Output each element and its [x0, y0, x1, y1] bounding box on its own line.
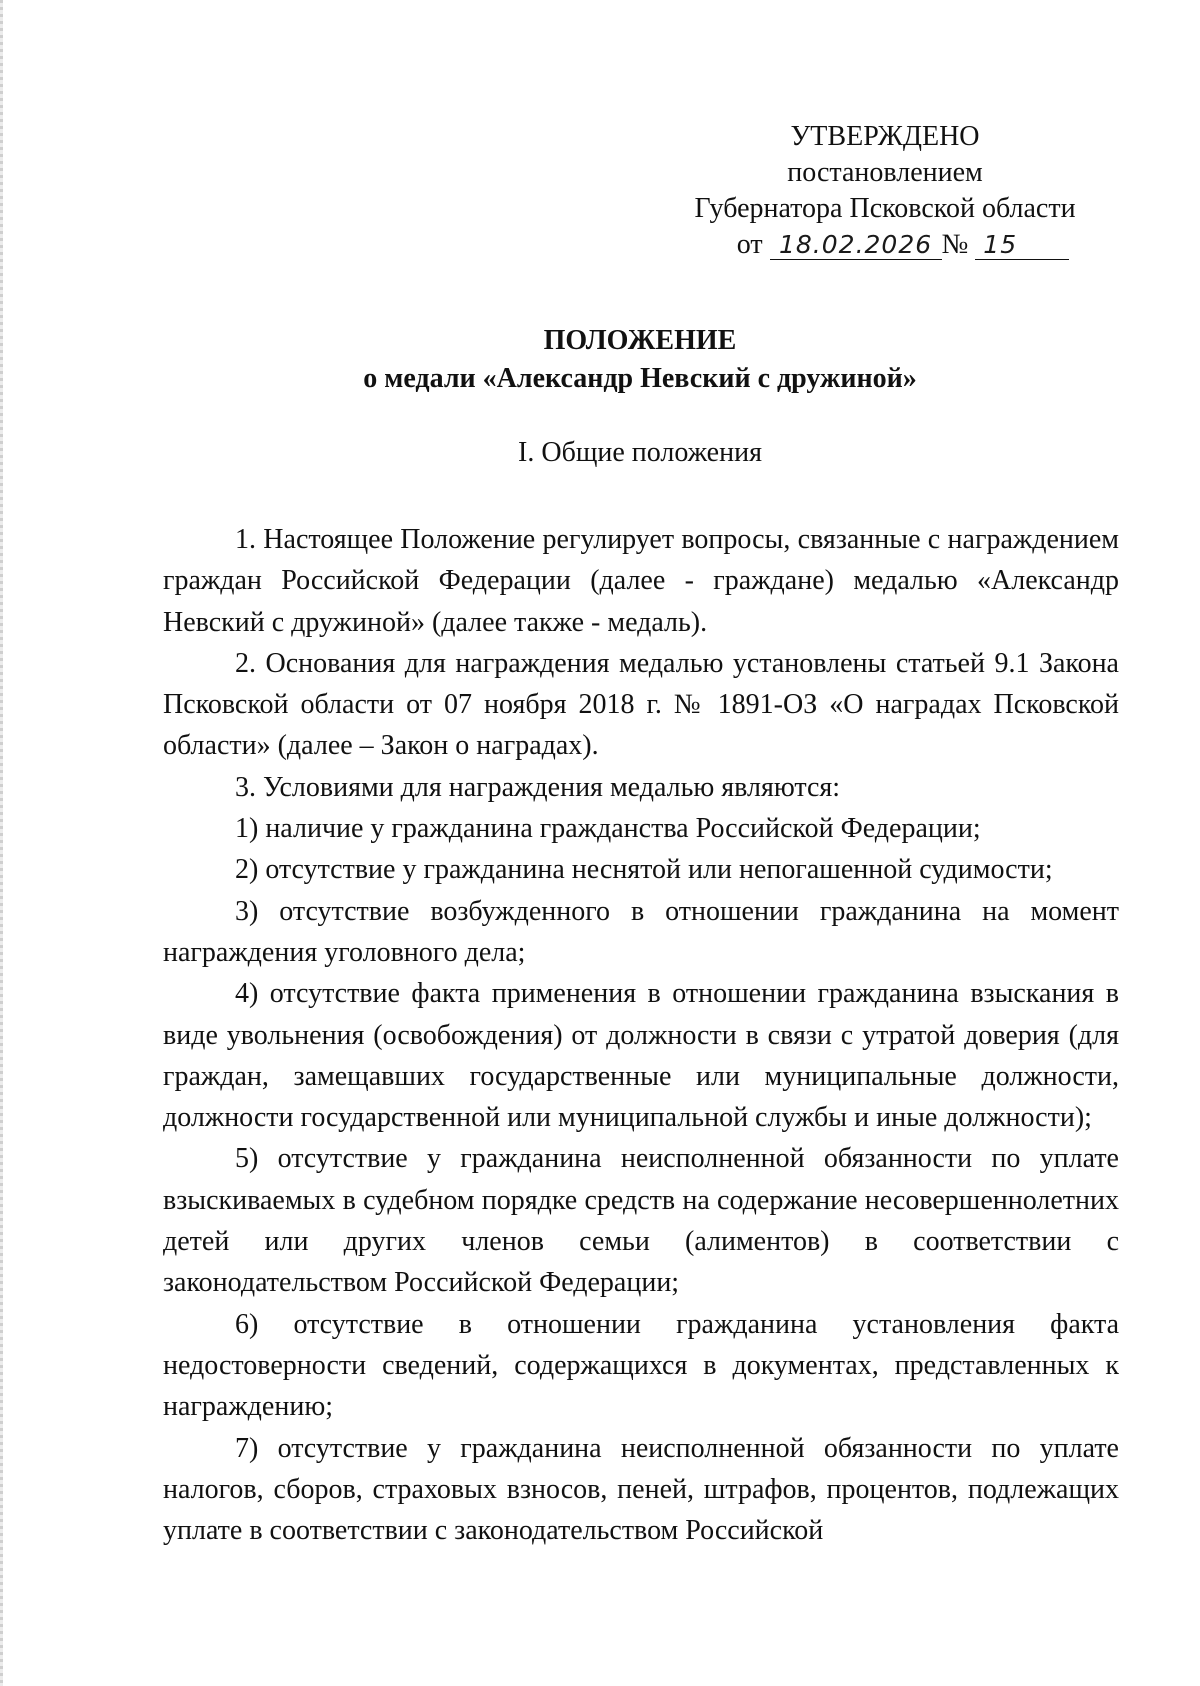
document-body	[163, 519, 1119, 1551]
condition-6: 6) отсутствие в отношении гражданина установления факта недостоверности сведений, содержащихся в документах, представленных к награждению;	[163, 1308, 1119, 1423]
approval-block	[660, 119, 1110, 263]
date-field	[770, 231, 942, 260]
condition-5: 5) отсутствие у гражданина неисполненной обязанности по уплате взыскиваемых в судебном порядке средств на содержание несовершеннолетних детей или других членов семьи (алиментов) в соответствии с законодательством Российской Федерации;	[163, 1143, 1119, 1299]
condition-1: 1) наличие у гражданина гражданства Российской Федерации;	[235, 813, 981, 845]
approval-title: УТВЕРЖДЕНО	[790, 121, 980, 152]
date-prefix: от	[736, 229, 763, 260]
approval-date-line	[696, 227, 1110, 263]
condition-3: 3) отсутствие возбужденного в отношении гражданина на момент награждения уголовного дела;	[163, 895, 1119, 968]
paragraph-3: 3. Условиями для награждения медалью являются:	[235, 771, 841, 803]
condition-4: 4) отсутствие факта применения в отношении гражданина взыскания в виде увольнения (освобождения) от должности в связи с утратой доверия (для граждан, замещавших государственные или муниципальные должности, должности государственной или муниципальной службы и иные должности);	[163, 978, 1119, 1134]
handwritten-date: 18.02.2026	[779, 230, 933, 259]
approval-resolution: постановлением	[787, 157, 983, 188]
condition-7: 7) отсутствие у гражданина неисполненной обязанности по уплате налогов, сборов, страховых взносов, пеней, штрафов, процентов, подлежащих уплате в соответствии с законодательством Российской	[163, 1432, 1119, 1547]
paragraph-2: 2. Основания для награждения медалью установлены статьей 9.1 Закона Псковской области от 07 ноября 2018 г. № 1891-ОЗ «О наградах Псковской области» (далее – Закон о наградах).	[163, 647, 1119, 762]
document-title: ПОЛОЖЕНИЕ	[543, 325, 737, 356]
document-title-block	[160, 322, 1120, 398]
approval-authority: Губернатора Псковской области	[694, 193, 1076, 224]
paragraph-1: 1. Настоящее Положение регулирует вопросы, связанные с награждением граждан Российской Федерации (далее - граждане) медалью «Александр Невский с дружиной» (далее также - медаль).	[163, 524, 1119, 638]
condition-2: 2) отсутствие у гражданина неснятой или непогашенной судимости;	[235, 854, 1053, 886]
document-subtitle: о медали «Александр Невский с дружиной»	[363, 363, 917, 394]
scan-edge	[0, 0, 3, 1686]
handwritten-number: 15	[983, 230, 1018, 259]
number-sign: №	[941, 229, 969, 260]
section-heading: I. Общие положения	[518, 437, 762, 468]
number-field	[975, 231, 1069, 260]
